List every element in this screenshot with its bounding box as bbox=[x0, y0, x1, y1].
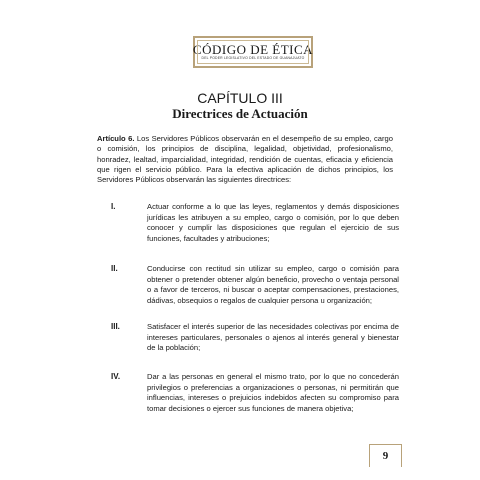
list-item-text: Satisfacer el interés superior de las necesidades colectivas por encima de intereses particulares, personales o ajenos al interés general y bienestar de la población; bbox=[147, 322, 399, 353]
list-item-numeral: III. bbox=[111, 322, 120, 331]
article-intro bbox=[97, 134, 393, 185]
list-item-numeral: II. bbox=[111, 264, 118, 273]
header-logo-box bbox=[193, 36, 313, 68]
header-subtitle: DEL PODER LEGISLATIVO DEL ESTADO DE GUANAJUATO bbox=[201, 56, 305, 60]
list-item-text: Conducirse con rectitud sin utilizar su empleo, cargo o comisión para obtener o pretender obtener algún beneficio, provecho o ventaja personal o a favor de terceros, ni buscar o aceptar compensaciones, prestaciones, dádivas, obsequios o regalos de cualquier persona u organización; bbox=[147, 264, 399, 305]
list-item-text: Actuar conforme a lo que las leyes, reglamentos y demás disposiciones jurídicas les atribuyen a su empleo, cargo o comisión, por lo que deben conocer y cumplir las disposiciones que regulan el ejercicio de sus funciones, facultades y atribuciones; bbox=[147, 202, 399, 243]
article-lead: Artículo 6. bbox=[97, 134, 135, 143]
article-text: Los Servidores Públicos observarán en el desempeño de su empleo, cargo o comisión, los principios de disciplina, legalidad, objetividad, profesionalismo, honradez, lealtad, imparcialidad, integridad, rendición de cuentas, eficacia y eficiencia que rigen el servicio público. Para la efectiva aplicación de dichos principios, los Servidores Públicos observarán las siguientes directrices: bbox=[97, 134, 393, 185]
list-item-numeral: I. bbox=[111, 202, 116, 211]
chapter-title: CAPÍTULO III bbox=[197, 90, 283, 106]
page-number: 9 bbox=[369, 444, 402, 467]
chapter-subtitle: Directrices de Actuación bbox=[172, 106, 308, 121]
header-title: CÓDIGO DE ÉTICA bbox=[192, 42, 314, 57]
list-item-numeral: IV. bbox=[111, 372, 121, 381]
list-item-text: Dar a las personas en general el mismo trato, por lo que no concederán privilegios o preferencias a organizaciones o personas, ni permitirán que influencias, intereses o prejuicios indebidos afecten su compromiso para tomar decisiones o ejercer sus funciones de manera objetiva; bbox=[147, 372, 399, 413]
